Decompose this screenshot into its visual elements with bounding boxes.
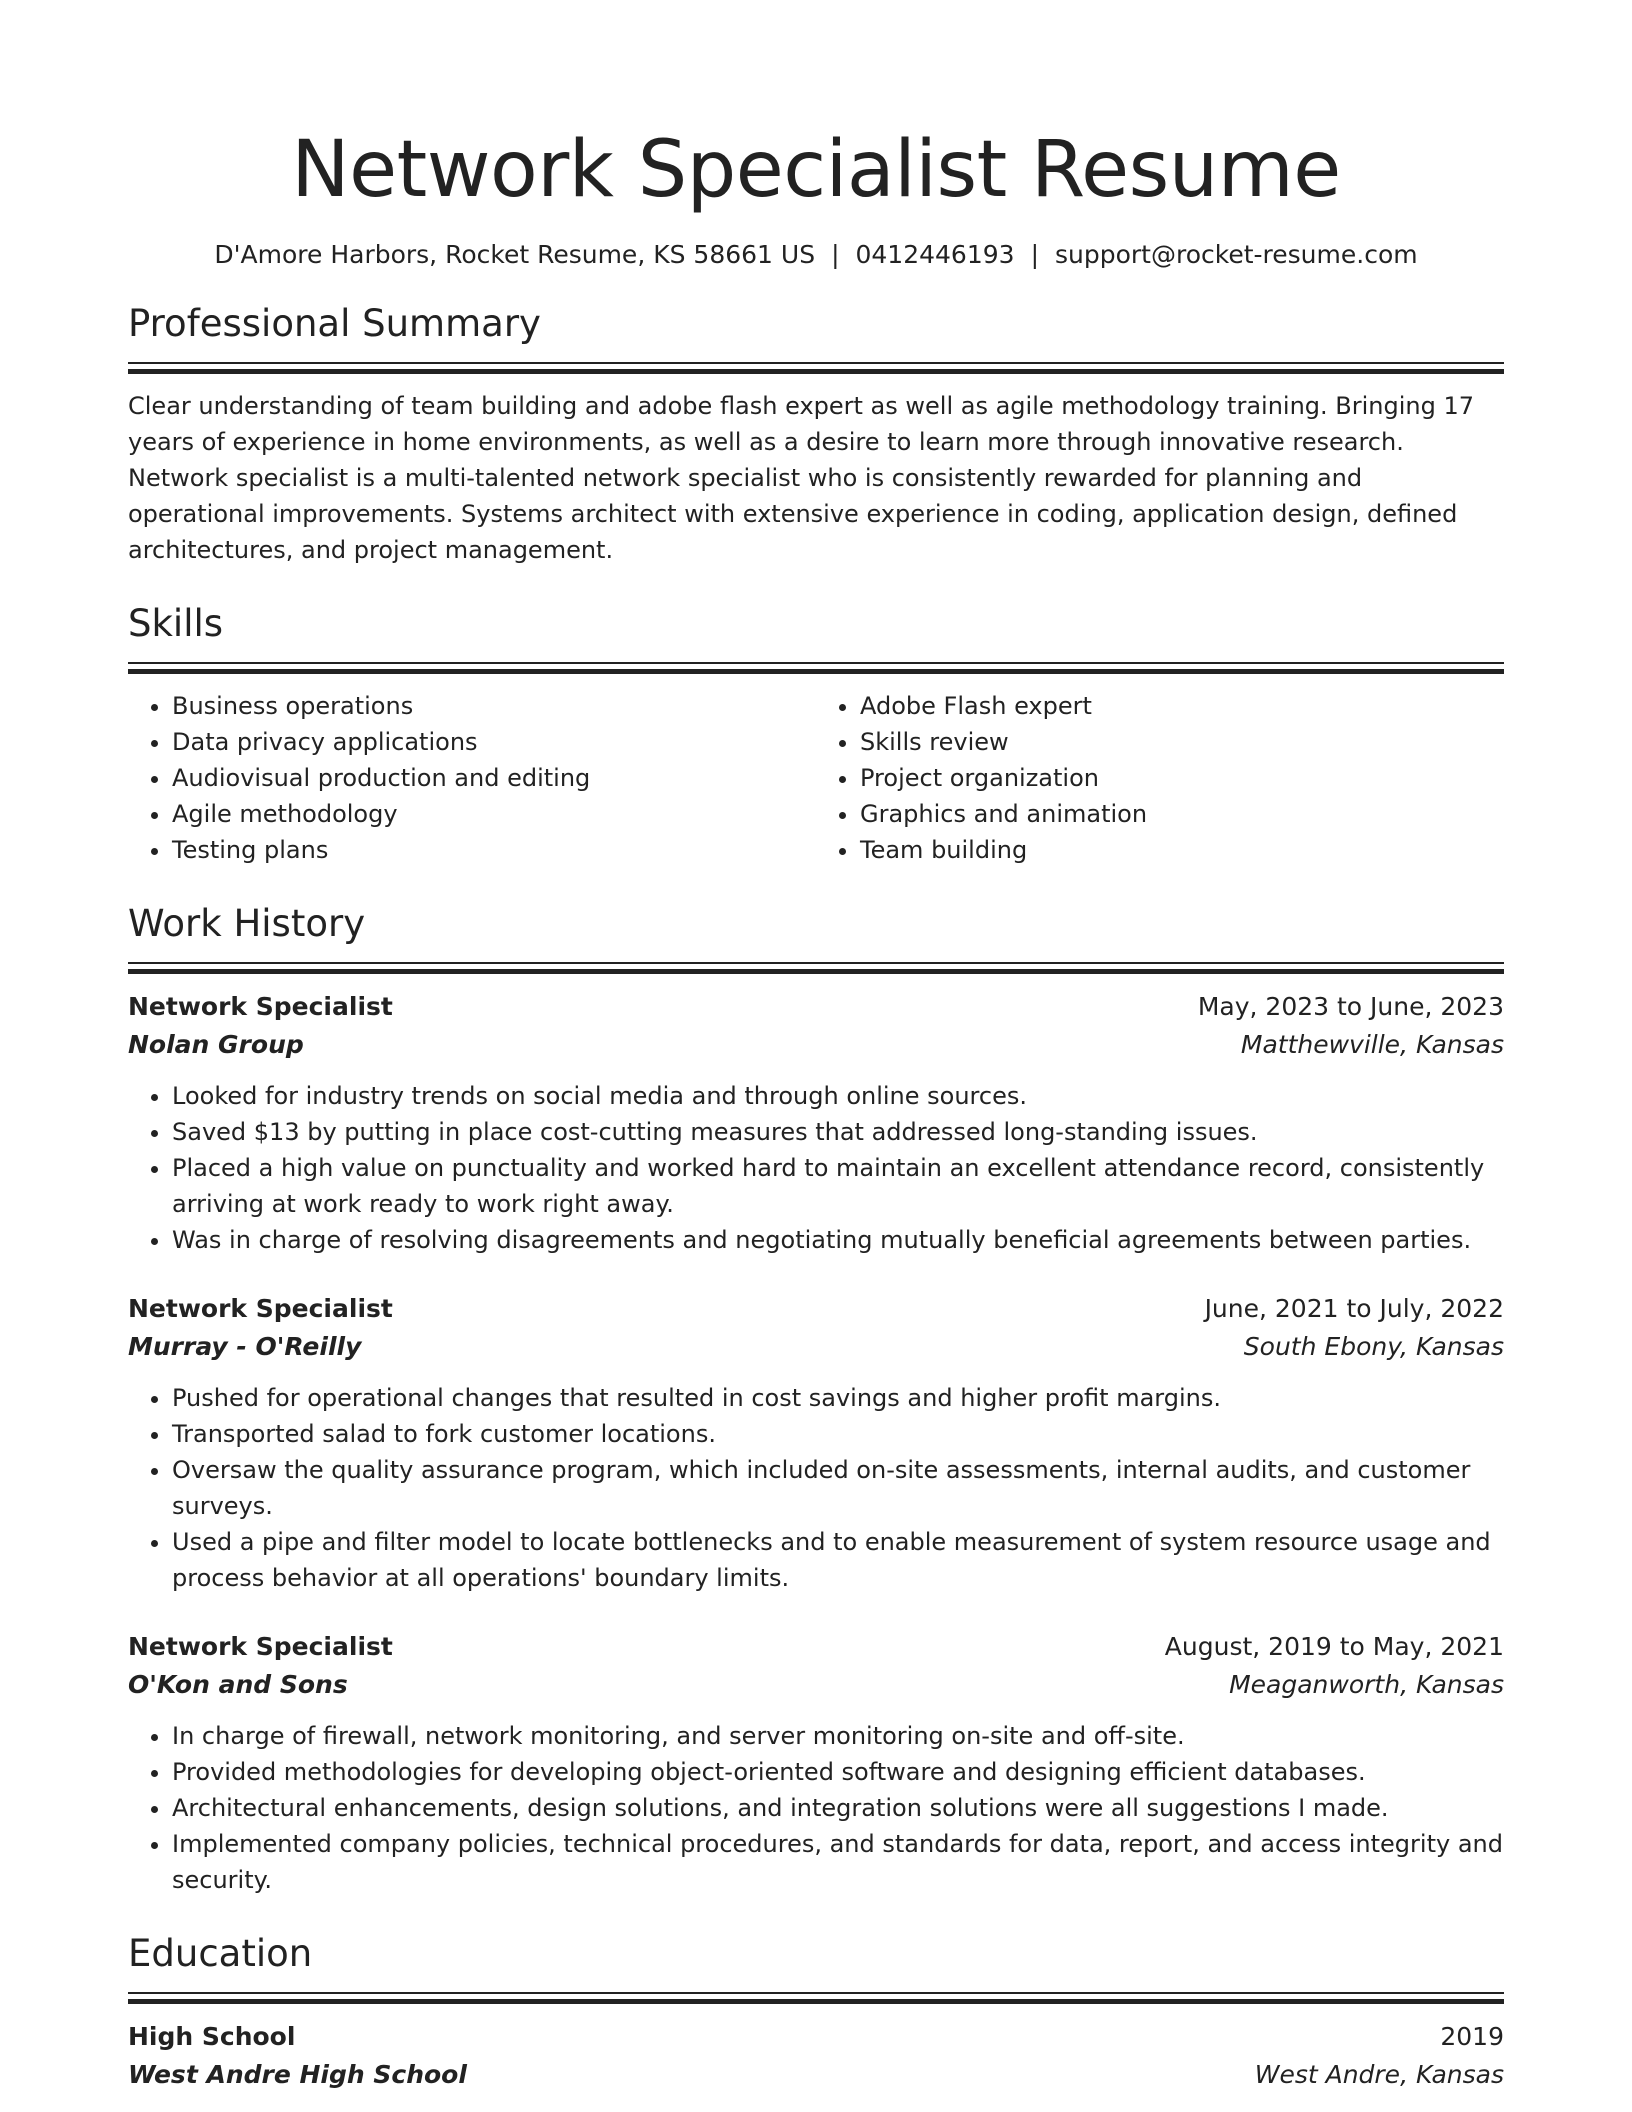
skills-heading: Skills (128, 602, 224, 645)
summary-heading: Professional Summary (128, 302, 541, 345)
list-item: • Looked for industry trends on social media and through online sources. (172, 1078, 1504, 1114)
skill-item: • Project organization (860, 760, 1504, 796)
skill-item: • Graphics and animation (860, 796, 1504, 832)
job-header (128, 1290, 1504, 1328)
contact-separator: | (831, 240, 840, 269)
contact-email: support@rocket-resume.com (1055, 240, 1418, 269)
section-divider (128, 362, 1504, 374)
job-company: Murray - O'Reilly (128, 1332, 362, 1361)
education-header (128, 2018, 1504, 2056)
list-item: • Used a pipe and filter model to locate bottlenecks and to enable measurement of system resource usage and process behavior at all operations' boundary limits. (172, 1524, 1504, 1596)
skills-columns (128, 688, 1504, 868)
contact-phone: 0412446193 (855, 240, 1015, 269)
summary-section (128, 300, 1504, 568)
job-dates: August, 2019 to May, 2021 (1164, 1632, 1504, 1661)
section-divider (128, 962, 1504, 974)
job-company: O'Kon and Sons (128, 1670, 348, 1699)
education-school: West Andre High School (128, 2060, 467, 2089)
list-item: • In charge of firewall, network monitoring, and server monitoring on-site and off-site. (172, 1718, 1504, 1754)
skill-item: • Adobe Flash expert (860, 688, 1504, 724)
skill-item: • Business operations (172, 688, 816, 724)
work-history-section (128, 900, 1504, 1898)
skills-list-right (816, 688, 1504, 868)
job-location: Matthewville, Kansas (1240, 1030, 1504, 1059)
job-header (128, 988, 1504, 1026)
job-bullets (128, 1078, 1504, 1258)
contact-separator: | (1030, 240, 1039, 269)
skills-section (128, 600, 1504, 868)
job-subheader (128, 1666, 1504, 1704)
job-title: Network Specialist (128, 992, 393, 1021)
list-item: • Saved $13 by putting in place cost-cutting measures that addressed long-standing issues. (172, 1114, 1504, 1150)
list-item: • Transported salad to fork customer locations. (172, 1416, 1504, 1452)
job-dates: June, 2021 to July, 2022 (1204, 1294, 1504, 1323)
list-item: • Architectural enhancements, design solutions, and integration solutions were all suggestions I made. (172, 1790, 1504, 1826)
job-entry (128, 1628, 1504, 1898)
job-entry (128, 1290, 1504, 1596)
list-item: • Oversaw the quality assurance program, which included on-site assessments, internal audits, and customer surveys. (172, 1452, 1504, 1524)
job-subheader (128, 1026, 1504, 1064)
job-subheader (128, 1328, 1504, 1366)
education-degree: High School (128, 2022, 296, 2051)
job-company: Nolan Group (128, 1030, 304, 1059)
job-title: Network Specialist (128, 1632, 393, 1661)
contact-line (128, 238, 1504, 272)
education-heading: Education (128, 1932, 313, 1975)
page-title: Network Specialist Resume (291, 125, 1341, 215)
job-dates: May, 2023 to June, 2023 (1197, 992, 1504, 1021)
skill-item: • Audiovisual production and editing (172, 760, 816, 796)
skills-list-left (128, 688, 816, 868)
skill-item: • Agile methodology (172, 796, 816, 832)
education-entry (128, 2018, 1504, 2094)
job-bullets (128, 1380, 1504, 1596)
list-item: • Pushed for operational changes that resulted in cost savings and higher profit margins. (172, 1380, 1504, 1416)
job-header (128, 1628, 1504, 1666)
section-divider (128, 662, 1504, 674)
contact-address: D'Amore Harbors, Rocket Resume, KS 58661 US (214, 240, 816, 269)
job-location: South Ebony, Kansas (1243, 1332, 1504, 1361)
section-divider (128, 1992, 1504, 2004)
list-item: • Provided methodologies for developing object-oriented software and designing efficient databases. (172, 1754, 1504, 1790)
summary-text: Clear understanding of team building and adobe flash expert as well as agile methodology training. Bringing 17 years of experience in home environments, as well as a desire to learn more through innovative research. Network specialist is a multi-talented network specialist who is consistently rewarded for planning and operational improvements. Systems architect with extensive experience in coding, application design, defined architectures, and project management. (128, 392, 1475, 564)
skill-item: • Team building (860, 832, 1504, 868)
skill-item: • Data privacy applications (172, 724, 816, 760)
education-subheader (128, 2056, 1504, 2094)
job-entry (128, 988, 1504, 1258)
education-section (128, 1930, 1504, 2094)
work-history-heading: Work History (128, 902, 366, 945)
skill-item: • Skills review (860, 724, 1504, 760)
list-item: • Placed a high value on punctuality and worked hard to maintain an excellent attendance record, consistently arriving at work ready to work right away. (172, 1150, 1504, 1222)
job-title: Network Specialist (128, 1294, 393, 1323)
education-year: 2019 (1440, 2022, 1504, 2051)
list-item: • Was in charge of resolving disagreements and negotiating mutually beneficial agreements between parties. (172, 1222, 1504, 1258)
list-item: • Implemented company policies, technical procedures, and standards for data, report, and access integrity and security. (172, 1826, 1504, 1898)
education-location: West Andre, Kansas (1254, 2060, 1504, 2089)
skill-item: • Testing plans (172, 832, 816, 868)
job-bullets (128, 1718, 1504, 1898)
job-location: Meaganworth, Kansas (1229, 1670, 1504, 1699)
